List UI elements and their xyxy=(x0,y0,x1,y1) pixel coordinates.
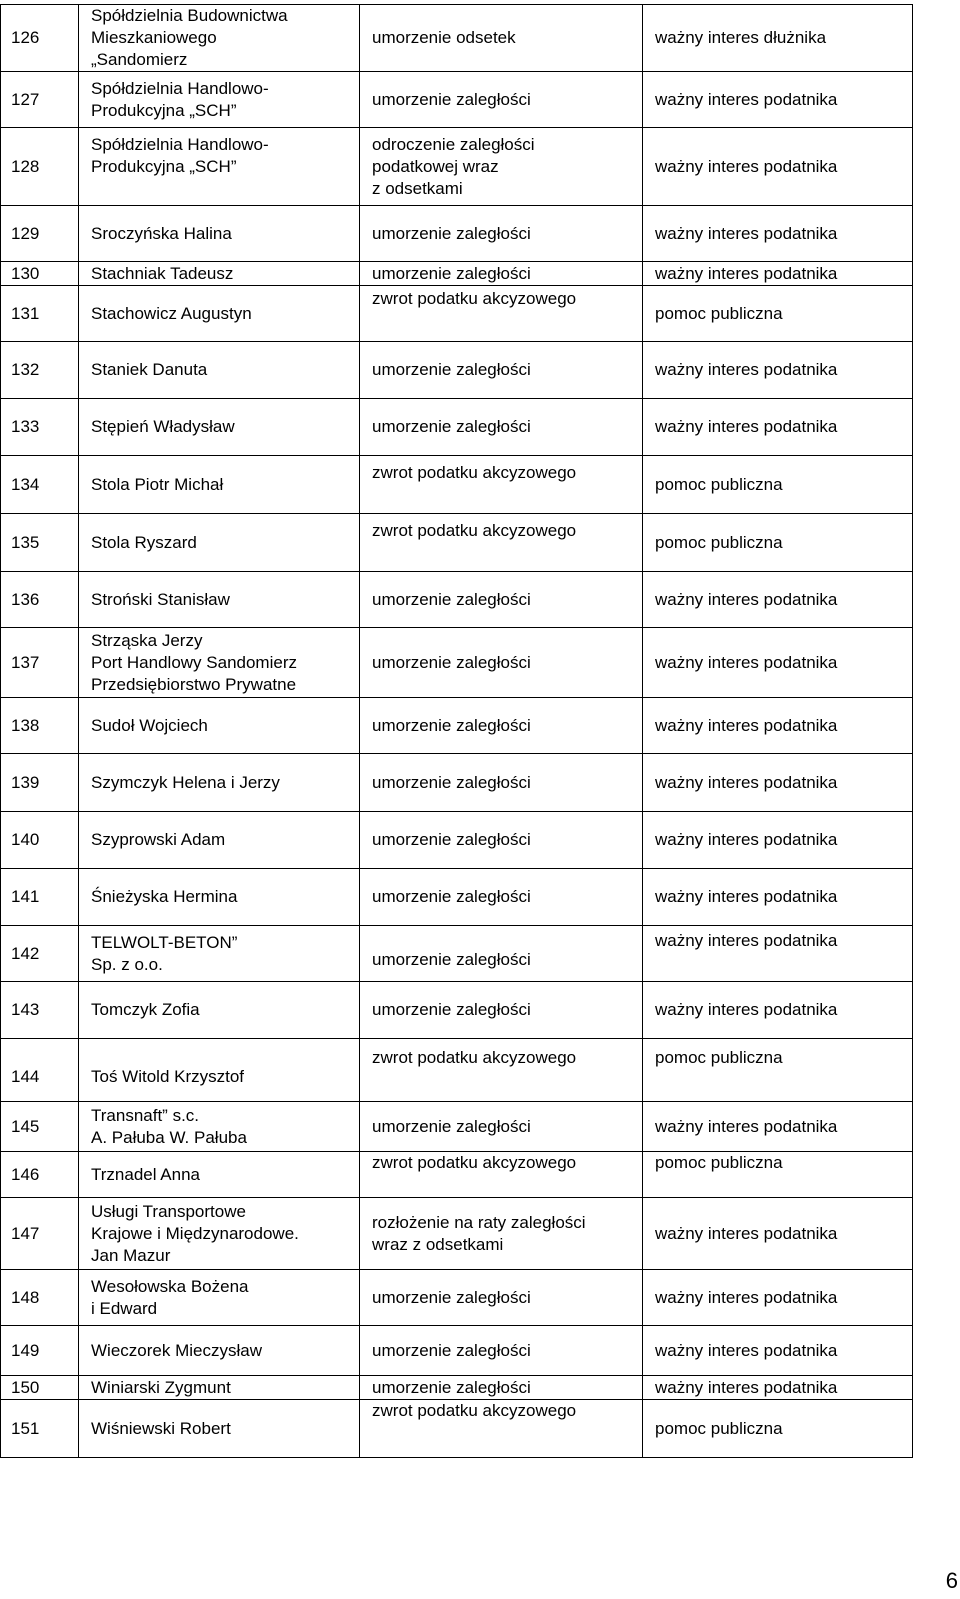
taxpayer-name: Spółdzielnia Budownictwa Mieszkaniowego „Sandomierz xyxy=(79,5,360,72)
relief-reason: ważny interes podatnika xyxy=(643,1326,913,1376)
taxpayer-name: Wesołowska Bożena i Edward xyxy=(79,1270,360,1326)
relief-type: umorzenie odsetek xyxy=(360,5,643,72)
relief-type: umorzenie zaległości xyxy=(360,1102,643,1152)
relief-reason: ważny interes podatnika xyxy=(643,572,913,628)
relief-type: umorzenie zaległości xyxy=(360,698,643,754)
relief-type: umorzenie zaległości xyxy=(360,982,643,1039)
taxpayer-name: Sroczyńska Halina xyxy=(79,206,360,262)
table-row xyxy=(1,128,913,206)
taxpayer-name: Stępień Władysław xyxy=(79,399,360,456)
row-number: 132 xyxy=(1,342,79,399)
table-row xyxy=(1,1039,913,1102)
relief-type: umorzenie zaległości xyxy=(360,754,643,812)
relief-type: umorzenie zaległości xyxy=(360,1270,643,1326)
row-number: 151 xyxy=(1,1400,79,1458)
table-row xyxy=(1,1152,913,1198)
row-number: 130 xyxy=(1,262,79,286)
relief-type: umorzenie zaległości xyxy=(360,206,643,262)
relief-reason: ważny interes podatnika xyxy=(643,926,913,982)
relief-reason: pomoc publiczna xyxy=(643,514,913,572)
relief-type: umorzenie zaległości xyxy=(360,1326,643,1376)
relief-type: umorzenie zaległości xyxy=(360,72,643,128)
taxpayer-name: TELWOLT-BETON” Sp. z o.o. xyxy=(79,926,360,982)
relief-reason: ważny interes podatnika xyxy=(643,628,913,698)
relief-type: umorzenie zaległości xyxy=(360,869,643,926)
relief-reason: ważny interes podatnika xyxy=(643,72,913,128)
relief-type: zwrot podatku akcyzowego xyxy=(360,1152,643,1198)
table-row xyxy=(1,262,913,286)
table-row xyxy=(1,1326,913,1376)
table-row xyxy=(1,754,913,812)
taxpayer-name: Transnaft” s.c. A. Pałuba W. Pałuba xyxy=(79,1102,360,1152)
row-number: 138 xyxy=(1,698,79,754)
table-row xyxy=(1,628,913,698)
table-row xyxy=(1,5,913,72)
taxpayer-name: Stola Ryszard xyxy=(79,514,360,572)
relief-reason: pomoc publiczna xyxy=(643,456,913,514)
taxpayer-name: Toś Witold Krzysztof xyxy=(79,1039,360,1102)
row-number: 127 xyxy=(1,72,79,128)
table-row xyxy=(1,1376,913,1400)
relief-reason: ważny interes podatnika xyxy=(643,698,913,754)
relief-type: zwrot podatku akcyzowego xyxy=(360,1400,643,1458)
row-number: 140 xyxy=(1,812,79,869)
relief-type: zwrot podatku akcyzowego xyxy=(360,286,643,342)
table-row xyxy=(1,1198,913,1270)
taxpayer-name: Staniek Danuta xyxy=(79,342,360,399)
table-row xyxy=(1,1102,913,1152)
row-number: 135 xyxy=(1,514,79,572)
relief-type: umorzenie zaległości xyxy=(360,812,643,869)
taxpayer-name: Stachniak Tadeusz xyxy=(79,262,360,286)
taxpayer-name: Trznadel Anna xyxy=(79,1152,360,1198)
row-number: 149 xyxy=(1,1326,79,1376)
row-number: 137 xyxy=(1,628,79,698)
table-row xyxy=(1,572,913,628)
row-number: 141 xyxy=(1,869,79,926)
taxpayer-name: Winiarski Zygmunt xyxy=(79,1376,360,1400)
row-number: 145 xyxy=(1,1102,79,1152)
taxpayer-name: Strząska Jerzy Port Handlowy Sandomierz Przedsiębiorstwo Prywatne xyxy=(79,628,360,698)
relief-reason: ważny interes podatnika xyxy=(643,262,913,286)
relief-type: zwrot podatku akcyzowego xyxy=(360,1039,643,1102)
table-row xyxy=(1,926,913,982)
relief-reason: pomoc publiczna xyxy=(643,1400,913,1458)
relief-reason: ważny interes podatnika xyxy=(643,1198,913,1270)
taxpayer-name: Wiśniewski Robert xyxy=(79,1400,360,1458)
row-number: 128 xyxy=(1,128,79,206)
table-row xyxy=(1,286,913,342)
relief-reason: ważny interes podatnika xyxy=(643,206,913,262)
row-number: 134 xyxy=(1,456,79,514)
row-number: 142 xyxy=(1,926,79,982)
table-row xyxy=(1,72,913,128)
row-number: 136 xyxy=(1,572,79,628)
relief-reason: pomoc publiczna xyxy=(643,1152,913,1198)
tax-relief-table xyxy=(0,4,913,1458)
page-number: 6 xyxy=(945,1568,958,1593)
row-number: 148 xyxy=(1,1270,79,1326)
relief-type: umorzenie zaległości xyxy=(360,628,643,698)
relief-type: umorzenie zaległości xyxy=(360,342,643,399)
table-row xyxy=(1,456,913,514)
taxpayer-name: Stola Piotr Michał xyxy=(79,456,360,514)
row-number: 143 xyxy=(1,982,79,1039)
relief-reason: ważny interes dłużnika xyxy=(643,5,913,72)
relief-type: zwrot podatku akcyzowego xyxy=(360,514,643,572)
taxpayer-name: Wieczorek Mieczysław xyxy=(79,1326,360,1376)
row-number: 129 xyxy=(1,206,79,262)
table-row xyxy=(1,1400,913,1458)
row-number: 139 xyxy=(1,754,79,812)
table-row xyxy=(1,1270,913,1326)
relief-reason: ważny interes podatnika xyxy=(643,1270,913,1326)
row-number: 144 xyxy=(1,1039,79,1102)
table-row xyxy=(1,399,913,456)
relief-reason: ważny interes podatnika xyxy=(643,1102,913,1152)
relief-reason: pomoc publiczna xyxy=(643,286,913,342)
table-row xyxy=(1,514,913,572)
row-number: 146 xyxy=(1,1152,79,1198)
relief-reason: ważny interes podatnika xyxy=(643,982,913,1039)
relief-reason: ważny interes podatnika xyxy=(643,754,913,812)
taxpayer-name: Śnieżyska Hermina xyxy=(79,869,360,926)
row-number: 126 xyxy=(1,5,79,72)
table-row xyxy=(1,698,913,754)
relief-reason: pomoc publiczna xyxy=(643,1039,913,1102)
table-row xyxy=(1,869,913,926)
table-row xyxy=(1,342,913,399)
relief-reason: ważny interes podatnika xyxy=(643,342,913,399)
taxpayer-name: Tomczyk Zofia xyxy=(79,982,360,1039)
relief-type: umorzenie zaległości xyxy=(360,926,643,982)
row-number: 131 xyxy=(1,286,79,342)
taxpayer-name: Szymczyk Helena i Jerzy xyxy=(79,754,360,812)
taxpayer-name: Spółdzielnia Handlowo- Produkcyjna „SCH” xyxy=(79,72,360,128)
table-row xyxy=(1,812,913,869)
relief-type: umorzenie zaległości xyxy=(360,399,643,456)
row-number: 150 xyxy=(1,1376,79,1400)
taxpayer-name: Szyprowski Adam xyxy=(79,812,360,869)
relief-type: odroczenie zaległości podatkowej wraz z odsetkami xyxy=(360,128,643,206)
relief-type: umorzenie zaległości xyxy=(360,262,643,286)
relief-reason: ważny interes podatnika xyxy=(643,128,913,206)
relief-type: rozłożenie na raty zaległości wraz z odsetkami xyxy=(360,1198,643,1270)
row-number: 147 xyxy=(1,1198,79,1270)
taxpayer-name: Sudoł Wojciech xyxy=(79,698,360,754)
relief-type: umorzenie zaległości xyxy=(360,1376,643,1400)
row-number: 133 xyxy=(1,399,79,456)
taxpayer-name: Stroński Stanisław xyxy=(79,572,360,628)
relief-reason: ważny interes podatnika xyxy=(643,812,913,869)
taxpayer-name: Stachowicz Augustyn xyxy=(79,286,360,342)
relief-type: zwrot podatku akcyzowego xyxy=(360,456,643,514)
relief-reason: ważny interes podatnika xyxy=(643,1376,913,1400)
table-row xyxy=(1,206,913,262)
taxpayer-name: Spółdzielnia Handlowo- Produkcyjna „SCH” xyxy=(79,128,360,206)
taxpayer-name: Usługi Transportowe Krajowe i Międzynarodowe. Jan Mazur xyxy=(79,1198,360,1270)
relief-type: umorzenie zaległości xyxy=(360,572,643,628)
table-row xyxy=(1,982,913,1039)
relief-reason: ważny interes podatnika xyxy=(643,399,913,456)
relief-reason: ważny interes podatnika xyxy=(643,869,913,926)
